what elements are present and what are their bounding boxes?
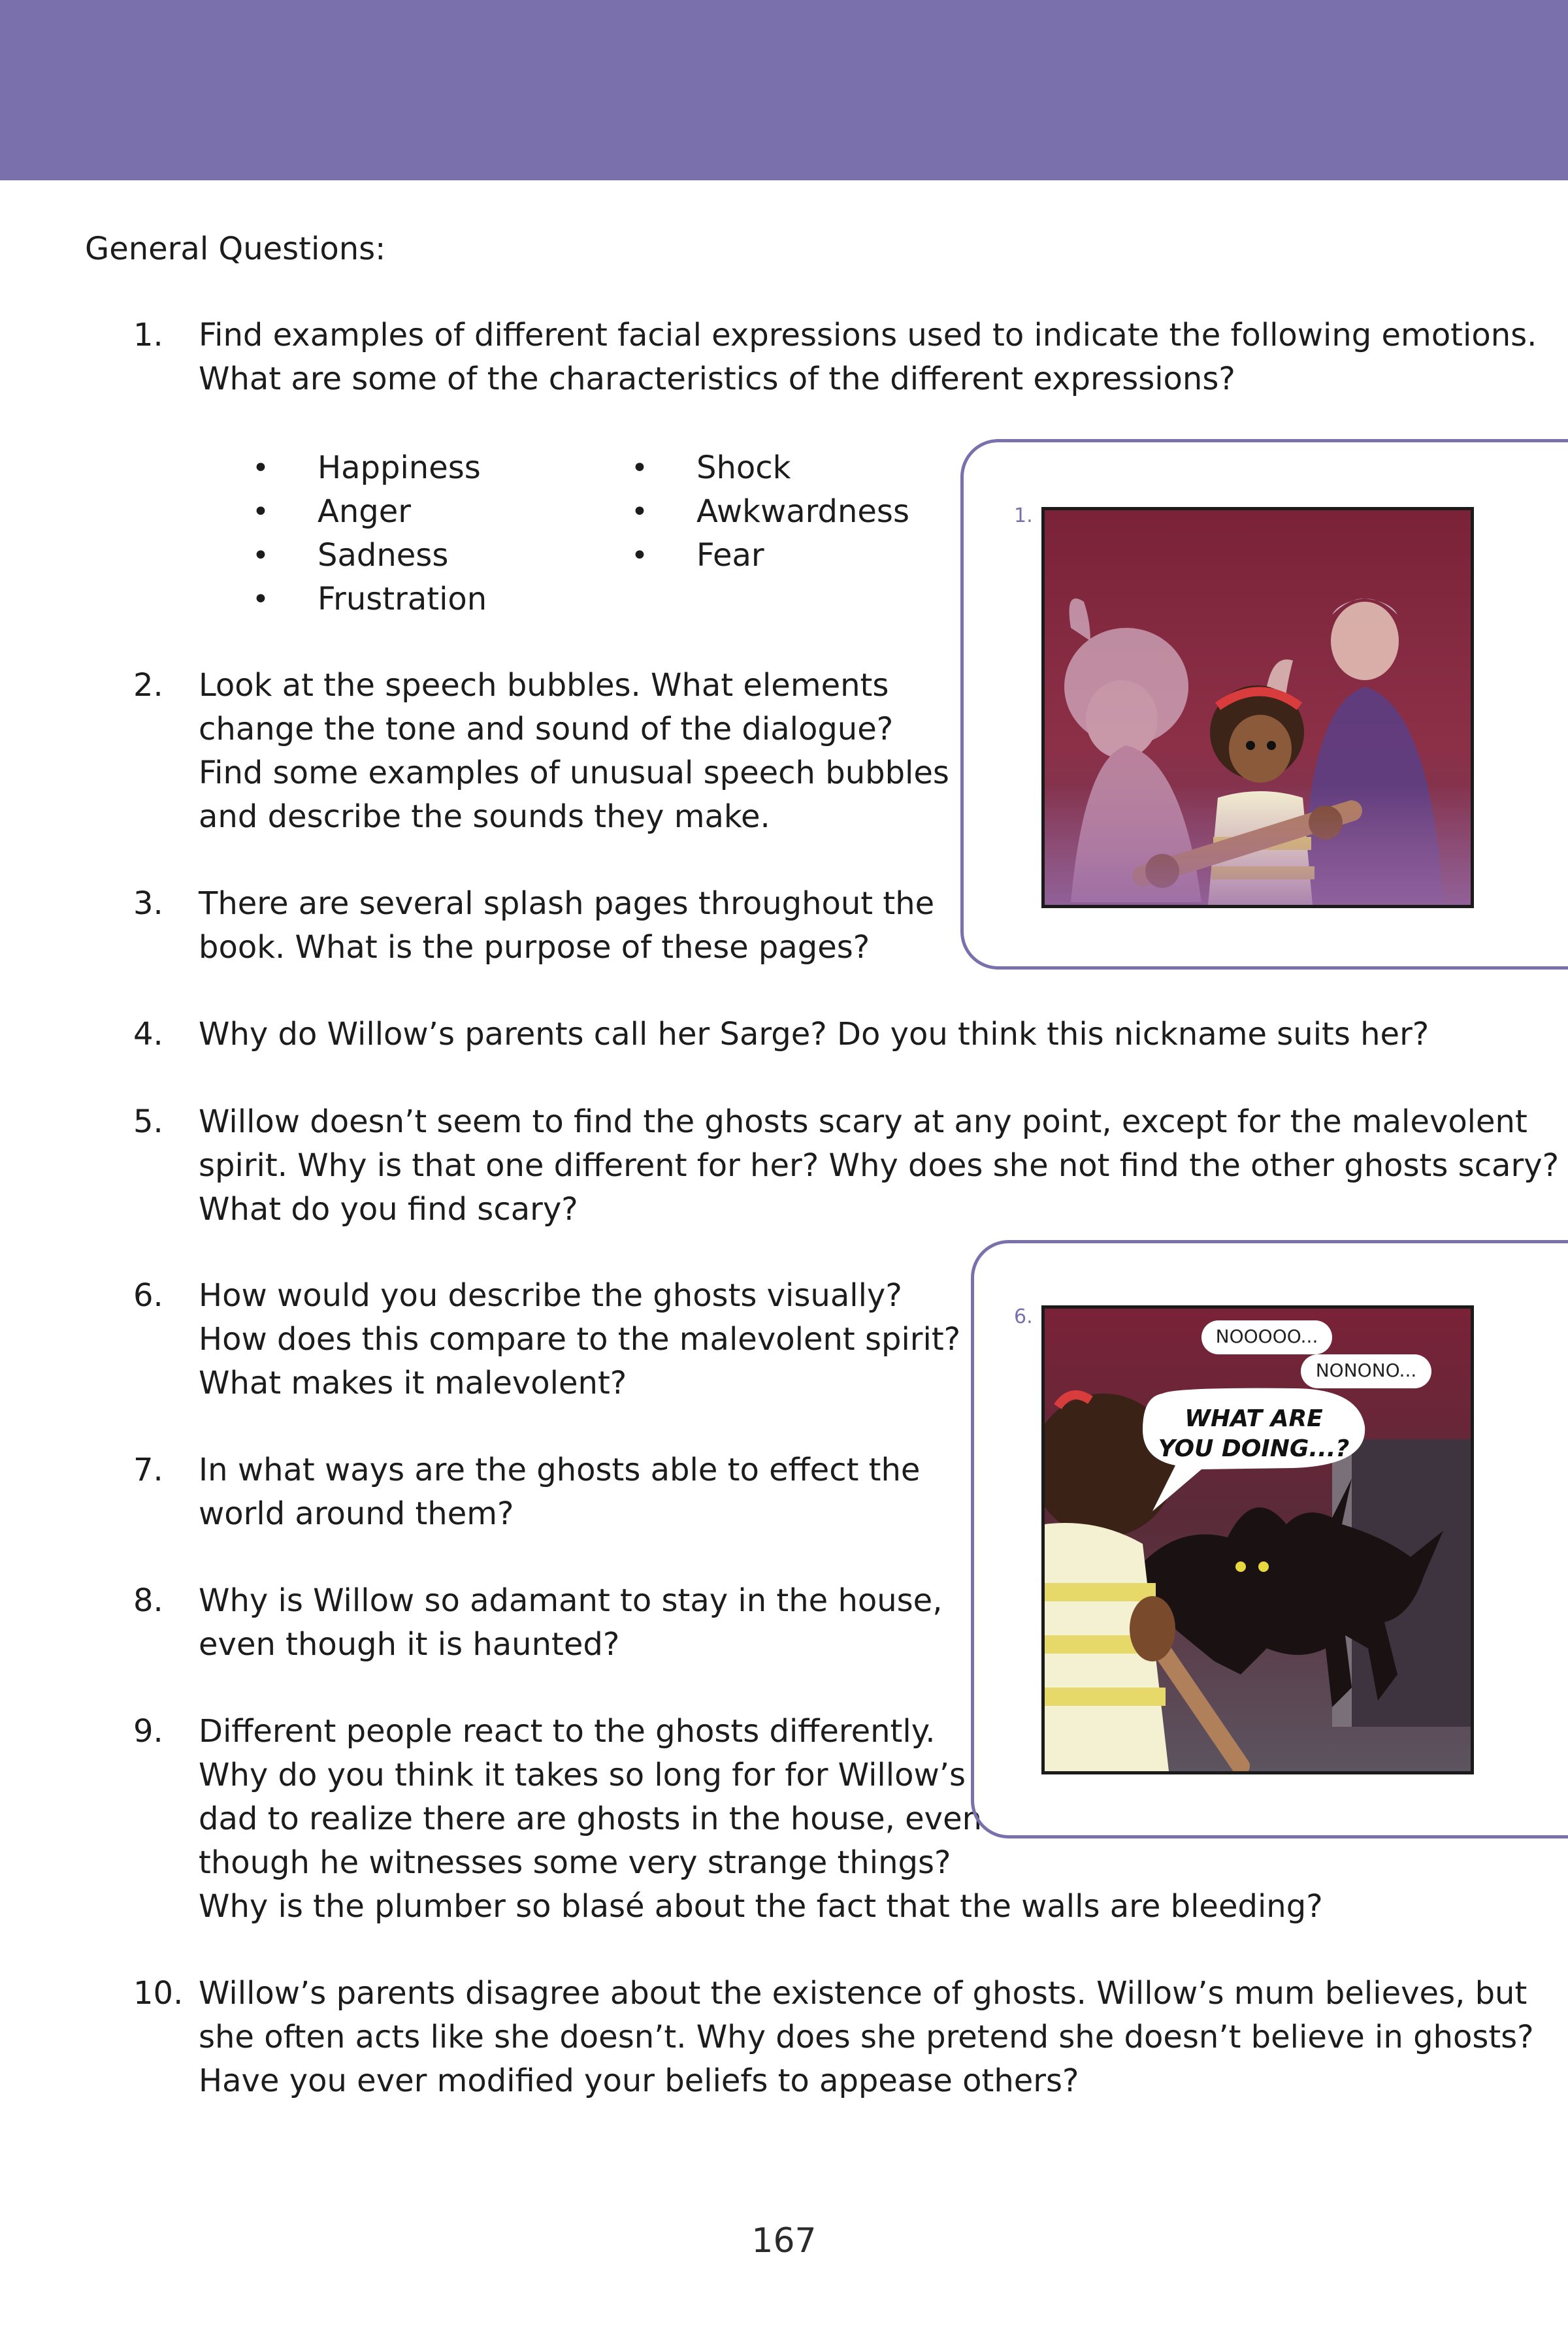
question-text-line: Different people react to the ghosts differently.: [199, 1713, 936, 1750]
page-number: 167: [751, 2221, 817, 2261]
question-text-line: even though it is haunted?: [199, 1626, 620, 1663]
question-text-line: What do you find scary?: [199, 1191, 578, 1228]
bubble-text: NOOOOO...: [1215, 1326, 1318, 1347]
question-number: 9.: [133, 1713, 163, 1750]
question-text-line: Willow doesn’t seem to find the ghosts scary at any point, except for the malevolent: [199, 1103, 1527, 1140]
bullet: •: [252, 451, 269, 485]
emotion-item: Shock: [696, 449, 791, 486]
emotion-item: Fear: [696, 537, 764, 574]
bullet: •: [631, 495, 648, 529]
question-number: 6.: [133, 1277, 163, 1314]
question-number: 5.: [133, 1103, 163, 1140]
question-number: 7.: [133, 1452, 163, 1488]
question-number: 2.: [133, 667, 163, 704]
emotion-item: Happiness: [318, 449, 481, 486]
question-text-line: What are some of the characteristics of the different expressions?: [199, 361, 1235, 397]
malevolent-spirit-panel-illustration: [1045, 1309, 1471, 1771]
question-text-line: world around them?: [199, 1495, 514, 1532]
question-text-line: What makes it malevolent?: [199, 1365, 627, 1401]
question-text-line: dad to realize there are ghosts in the house, even: [199, 1801, 983, 1837]
question-text-line: Willow’s parents disagree about the existence of ghosts. Willow’s mum believes, but: [199, 1975, 1527, 2012]
question-text-line: Find some examples of unusual speech bubbles: [199, 755, 949, 791]
question-text-line: Why do Willow’s parents call her Sarge? Do you think this nickname suits her?: [199, 1016, 1429, 1053]
emotion-item: Awkwardness: [696, 493, 909, 530]
comic-panel-malevolent-spirit: [1041, 1305, 1474, 1774]
question-text-line: Why is Willow so adamant to stay in the house,: [199, 1582, 943, 1619]
question-number: 4.: [133, 1016, 163, 1053]
bubble-text: WHAT ARE: [1184, 1405, 1323, 1432]
bullet: •: [631, 539, 648, 572]
bubble-text: YOU DOING...?: [1158, 1435, 1350, 1462]
bubble-text: NONONO...: [1315, 1360, 1417, 1381]
bullet: •: [252, 539, 269, 572]
figure-label: 1.: [1014, 504, 1033, 527]
emotion-item: Sadness: [318, 537, 449, 574]
question-text-line: Why do you think it takes so long for for Willow’s: [199, 1757, 966, 1793]
question-text-line: Find examples of different facial expressions used to indicate the following emotions.: [199, 317, 1537, 353]
question-number: 1.: [133, 317, 163, 353]
figure-label: 6.: [1014, 1305, 1033, 1328]
speech-bubble-small: [1301, 1354, 1431, 1388]
bullet: •: [252, 495, 269, 529]
section-heading: General Questions:: [85, 231, 386, 267]
speech-bubble-small: [1201, 1320, 1332, 1354]
question-text-line: though he witnesses some very strange things?: [199, 1844, 951, 1881]
question-text-line: In what ways are the ghosts able to effect the: [199, 1452, 921, 1488]
question-text-line: Why is the plumber so blasé about the fact that the walls are bleeding?: [199, 1888, 1323, 1925]
question-number: 10.: [133, 1975, 184, 2012]
question-text-line: spirit. Why is that one different for her? Why does she not find the other ghosts scary?: [199, 1147, 1560, 1184]
question-text-line: she often acts like she doesn’t. Why does she pretend she doesn’t believe in ghosts?: [199, 2019, 1534, 2055]
question-text-line: book. What is the purpose of these pages?: [199, 929, 870, 966]
emotion-item: Frustration: [318, 581, 487, 617]
header-band: [0, 0, 1568, 180]
question-number: 8.: [133, 1582, 163, 1619]
question-text-line: How would you describe the ghosts visually?: [199, 1277, 902, 1314]
question-text-line: There are several splash pages throughout the: [199, 885, 935, 922]
question-text-line: and describe the sounds they make.: [199, 798, 770, 835]
question-number: 3.: [133, 885, 163, 922]
question-text-line: change the tone and sound of the dialogue?: [199, 711, 894, 747]
question-text-line: How does this compare to the malevolent spirit?: [199, 1321, 961, 1358]
question-text-line: Have you ever modified your beliefs to appease others?: [199, 2063, 1079, 2099]
ghosts-panel-illustration: [1045, 510, 1471, 905]
emotion-item: Anger: [318, 493, 411, 530]
comic-panel-ghosts: [1041, 507, 1474, 908]
bullet: •: [252, 583, 269, 616]
bullet: •: [631, 451, 648, 485]
question-text-line: Look at the speech bubbles. What elements: [199, 667, 889, 704]
